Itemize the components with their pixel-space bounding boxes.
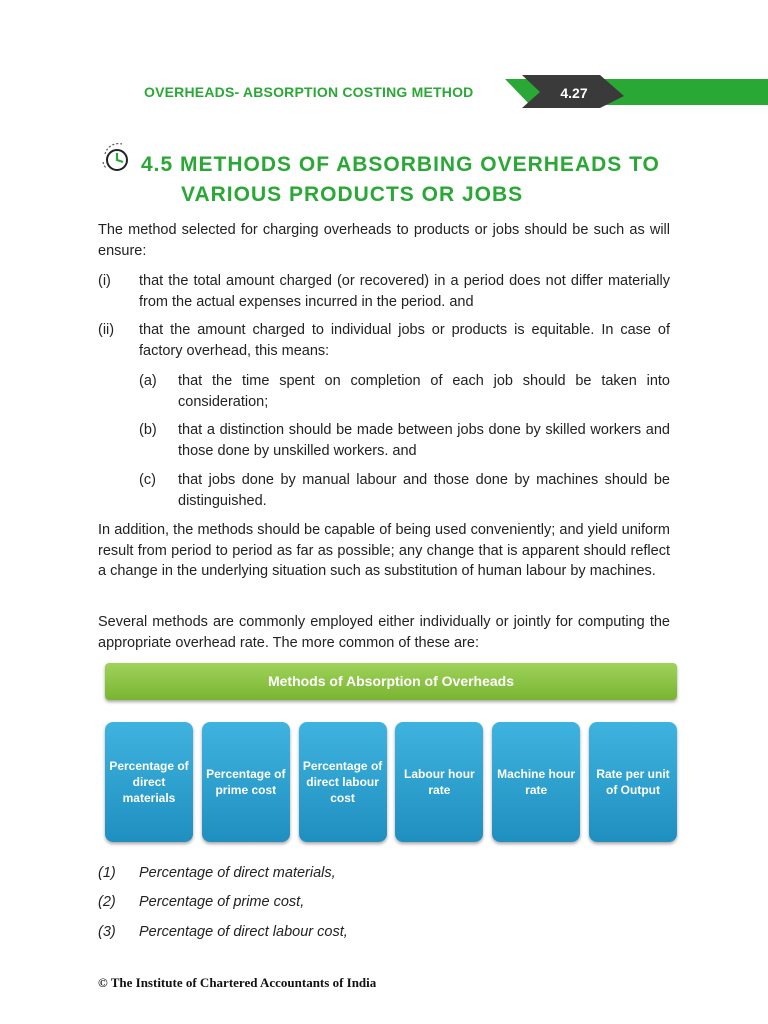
condition-text: that the total amount charged (or recovered) in a period does not differ materially from the actual expenses incurred in the period. and: [139, 273, 670, 310]
sub-condition-text: that a distinction should be made between jobs done by skilled workers and those done by unskilled workers. and: [178, 422, 670, 459]
condition-number: (ii): [98, 322, 115, 338]
sub-condition-number: (b): [139, 422, 157, 438]
condition-text: that the amount charged to individual jobs or products is equitable. In case of factory overhead, this means:: [139, 322, 670, 359]
addition-paragraph: In addition, the methods should be capable of being used conveniently; and yield uniform result from period to period as far as possible; any change that is apparent should reflect a change in the underlying situation such as substitution of human labour by machines.: [98, 522, 670, 579]
method-list-text: Percentage of direct materials,: [139, 865, 336, 881]
condition-number: (i): [98, 273, 111, 289]
sub-condition-number: (a): [139, 373, 157, 389]
clock-icon: [98, 140, 134, 176]
method-list-text: Percentage of prime cost,: [139, 894, 305, 910]
page-number: 4.27: [560, 85, 588, 101]
sub-condition-text: that jobs done by manual labour and those done by machines should be distinguished.: [178, 472, 670, 509]
method-box-direct-materials: Percentage of direct materials: [105, 722, 193, 842]
section-title-line1: 4.5 METHODS OF ABSORBING OVERHEADS TO: [141, 153, 660, 176]
footer-copyright: © The Institute of Chartered Accountants of India: [98, 975, 377, 990]
method-box-direct-labour-cost: Percentage of direct labour cost: [299, 722, 387, 842]
section-title: [141, 150, 676, 210]
sub-condition-text: that the time spent on completion of each job should be taken into consideration;: [178, 373, 670, 410]
condition-item: [98, 271, 670, 313]
method-list-number: (1): [98, 865, 116, 881]
intro-paragraph: The method selected for charging overheads to products or jobs should be such as will ensure:: [98, 222, 670, 259]
method-list-number: (3): [98, 924, 116, 940]
methods-boxes: [105, 722, 677, 842]
method-list-number: (2): [98, 894, 116, 910]
several-methods-paragraph: Several methods are commonly employed either individually or jointly for computing the appropriate overhead rate. The more common of these are:: [98, 614, 670, 651]
sub-condition-item: [139, 371, 670, 413]
section-title-line2: VARIOUS PRODUCTS OR JOBS: [181, 183, 524, 206]
method-box-prime-cost: Percentage of prime cost: [202, 722, 290, 842]
method-box-labour-hour-rate: Labour hour rate: [395, 722, 483, 842]
method-box-rate-per-unit: Rate per unit of Output: [589, 722, 677, 842]
sub-condition-item: [139, 420, 670, 462]
sub-condition-item: [139, 470, 670, 512]
methods-banner: Methods of Absorption of Overheads: [105, 663, 677, 700]
condition-item: [98, 320, 670, 362]
method-box-machine-hour-rate: Machine hour rate: [492, 722, 580, 842]
sub-condition-number: (c): [139, 472, 156, 488]
method-list-text: Percentage of direct labour cost,: [139, 924, 348, 940]
header-title: OVERHEADS- ABSORPTION COSTING METHOD: [144, 84, 474, 100]
